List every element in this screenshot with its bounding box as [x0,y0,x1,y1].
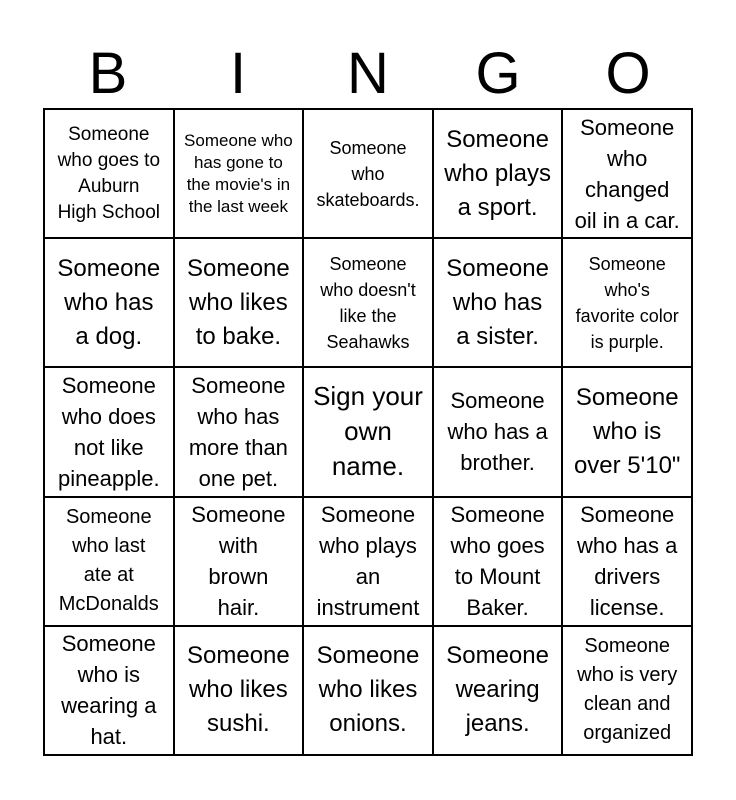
bingo-cell[interactable] [303,626,433,755]
header-letter-n: N [347,41,389,106]
bingo-cell[interactable] [303,497,433,626]
cell-text: Someone who plays an instrument [316,502,420,621]
bingo-cell[interactable] [174,626,304,755]
cell-text: Someone who last ate at McDonalds [58,506,159,616]
bingo-cell[interactable] [433,238,563,367]
cell-text: Someone who is over 5'10" [573,383,681,479]
bingo-cell[interactable] [562,367,692,496]
cell-text: Someone who does not like pineapple. [58,373,160,491]
bingo-cell[interactable] [44,109,174,238]
cell-text: Someone who goes to Mount Baker. [450,502,545,621]
bingo-header [43,40,693,108]
bingo-cell[interactable] [174,367,304,496]
bingo-cell[interactable] [562,626,692,755]
cell-text: Someone who skateboards. [316,137,420,210]
header-letter-o: O [605,41,651,106]
bingo-cell[interactable] [174,497,304,626]
cell-text: Someone who is wearing a hat. [61,631,157,750]
header-letter-b: B [88,41,128,106]
header-letter-i: I [229,41,247,106]
cell-text: Someone who likes onions. [316,642,420,738]
bingo-cell[interactable] [44,238,174,367]
bingo-cell[interactable] [303,238,433,367]
cell-text: Someone who plays a sport. [444,125,551,221]
cell-text: Someone who likes sushi. [187,642,290,738]
cell-text: Someone who has gone to the movie's in the last week [184,130,293,216]
bingo-cell[interactable] [562,497,692,626]
header-letter-g: G [475,41,521,106]
bingo-cell[interactable] [433,626,563,755]
cell-text: Someone who is very clean and organized [577,635,678,745]
bingo-cell[interactable] [44,626,174,755]
cell-text: Someone who has a sister. [446,254,549,350]
cell-text: Sign your own name. [313,381,423,482]
bingo-cell[interactable] [562,109,692,238]
cell-text: Someone who changed oil in a car. [574,114,680,233]
cell-text: Someone wearing jeans. [446,642,549,738]
cell-text: Someone who has more than one pet. [188,373,288,491]
bingo-cell[interactable] [433,367,563,496]
cell-text: Someone who doesn't like the Seahawks [320,253,416,352]
bingo-cell[interactable] [562,238,692,367]
cell-text: Someone who goes to Auburn High School [57,123,161,223]
bingo-card-grid [43,108,693,756]
bingo-cell[interactable] [44,367,174,496]
bingo-cell[interactable] [44,497,174,626]
cell-text: Someone who has a drivers license. [577,502,678,621]
cell-text: Someone who's favorite color is purple. [575,253,679,352]
bingo-cell[interactable] [433,497,563,626]
bingo-cell[interactable] [303,109,433,238]
cell-text: Someone with brown hair. [191,502,286,621]
bingo-cell[interactable] [174,238,304,367]
cell-text: Someone who has a dog. [57,254,161,350]
cell-text: Someone who likes to bake. [187,254,290,350]
cell-text: Someone who has a brother. [447,388,548,476]
bingo-cell free-space[interactable] [303,367,433,496]
bingo-cell[interactable] [174,109,304,238]
bingo-cell[interactable] [433,109,563,238]
